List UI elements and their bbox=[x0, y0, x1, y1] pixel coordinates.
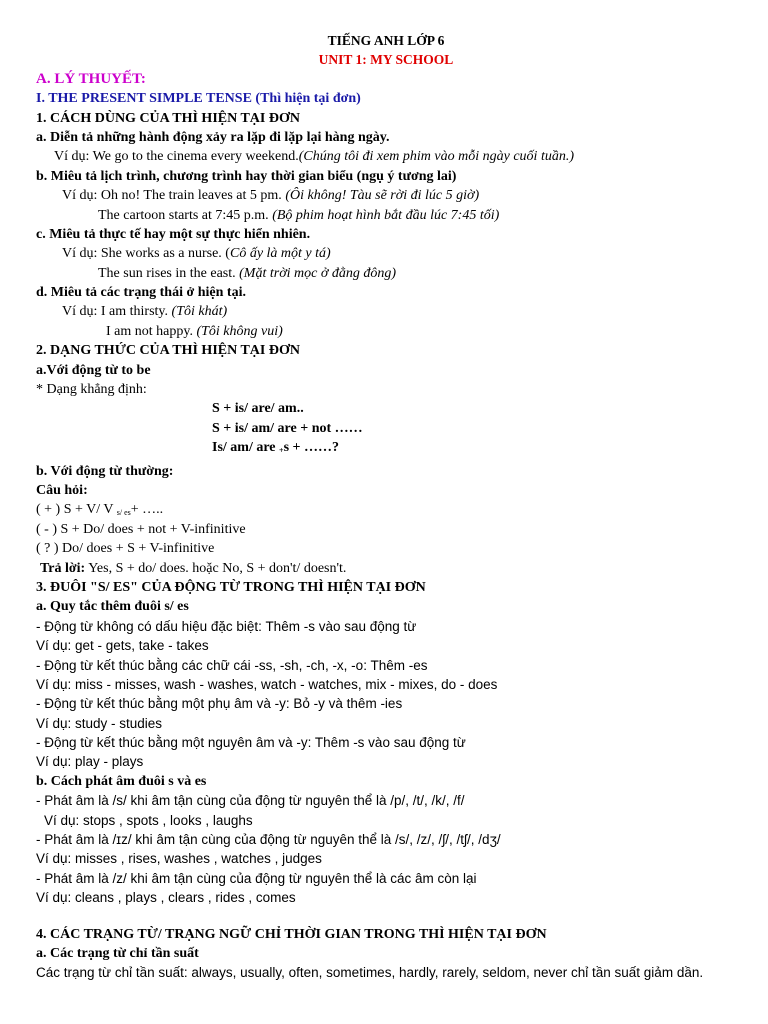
pronunciation-rule: - Phát âm là /s/ khi âm tận cùng của động từ nguyên thể là /p/, /t/, /k/, /f/ bbox=[36, 793, 465, 809]
pronunciation-rule: - Phát âm là /ɪz/ khi âm tận cùng của động từ nguyên thể là /s/, /z/, /ʃ/, /tʃ/, /dʒ/ bbox=[36, 832, 501, 848]
part4-a-heading: a. Các trạng từ chỉ tần suất bbox=[36, 945, 199, 961]
part3-b-heading: b. Cách phát âm đuôi s và es bbox=[36, 773, 207, 789]
document-title: TIẾNG ANH LỚP 6 bbox=[327, 33, 445, 48]
rule-line: - Động từ kết thúc bằng các chữ cái -ss, -sh, -ch, -x, -o: Thêm -es bbox=[36, 657, 428, 673]
answer-text: Yes, S + do/ does. hoặc No, S + don't/ doesn't. bbox=[85, 560, 347, 576]
section-i-heading: I. THE PRESENT SIMPLE TENSE (Thì hiện tại đơn) bbox=[36, 91, 361, 107]
answer-label: Trả lời: bbox=[40, 560, 86, 576]
unit-title: UNIT 1: MY SCHOOL bbox=[318, 52, 454, 68]
example-translation: (Mặt trời mọc ở đằng đông) bbox=[239, 265, 397, 281]
spacer bbox=[36, 908, 768, 925]
example-text: Ví dụ: I am thirsty. bbox=[62, 304, 172, 320]
formula-part: Is/ am/ are bbox=[212, 440, 280, 456]
frequency-adverbs-text: Các trạng từ chỉ tần suất: always, usually, often, sometimes, hardly, rarely, seldom, never chỉ tần suất giảm dần. bbox=[36, 965, 704, 981]
pronunciation-example: Ví dụ: misses , rises, washes , watches , judges bbox=[36, 851, 322, 867]
example-translation: (Tôi không vui) bbox=[196, 323, 283, 339]
part1-d-example-1 bbox=[36, 302, 768, 321]
section-a-heading: A. LÝ THUYẾT: bbox=[36, 70, 146, 87]
part1-c-example-1 bbox=[36, 244, 768, 263]
pronunciation-example: Ví dụ: stops , spots , looks , laughs bbox=[44, 812, 253, 828]
formula-affirmative: S + is/ are/ am.. bbox=[212, 401, 304, 417]
example-text: The cartoon starts at 7:45 p.m. bbox=[98, 207, 273, 223]
example-text: Ví dụ: She works as a nurse. ( bbox=[62, 246, 230, 262]
affirmative-label: * Dạng khẳng định: bbox=[36, 382, 147, 398]
rule-question: ( ? ) Do/ does + S + V-infinitive bbox=[36, 541, 215, 557]
example-line: Ví dụ: play - plays bbox=[36, 754, 144, 770]
part2-a-heading: a.Với động từ to be bbox=[36, 362, 151, 378]
formula-part: s + ……? bbox=[283, 440, 340, 456]
part1-b-heading: b. Miêu tả lịch trình, chương trình hay thời gian biểu (ngụ ý tương lai) bbox=[36, 168, 457, 184]
part2-heading: 2. DẠNG THỨC CỦA THÌ HIỆN TẠI ĐƠN bbox=[36, 343, 300, 359]
part1-d-example-2 bbox=[36, 322, 768, 341]
example-translation: (Bộ phim hoạt hình bắt đầu lúc 7:45 tối) bbox=[272, 207, 500, 223]
part1-c-heading: c. Miêu tả thực tế hay một sự thực hiển nhiên. bbox=[36, 226, 311, 242]
part3-a-heading: a. Quy tắc thêm đuôi s/ es bbox=[36, 599, 189, 615]
example-text: Ví dụ: We go to the cinema every weekend. bbox=[54, 149, 299, 165]
example-line: Ví dụ: study - studies bbox=[36, 715, 163, 731]
example-text: Ví dụ: Oh no! The train leaves at 5 pm. bbox=[62, 188, 286, 204]
formula-subscript: + bbox=[279, 446, 284, 456]
rule-text: + ….. bbox=[130, 502, 164, 518]
example-line: Ví dụ: miss - misses, wash - washes, watch - watches, mix - mixes, do - does bbox=[36, 676, 498, 692]
rule-affirmative bbox=[36, 500, 768, 519]
part1-d-heading: d. Miêu tả các trạng thái ở hiện tại. bbox=[36, 285, 246, 301]
rule-line: - Động từ kết thúc bằng một nguyên âm và -y: Thêm -s vào sau động từ bbox=[36, 735, 466, 751]
rule-line: - Động từ không có dấu hiệu đặc biệt: Thêm -s vào sau động từ bbox=[36, 618, 417, 634]
rule-subscript: s/ es bbox=[116, 508, 131, 518]
rule-text: ( + ) S + V/ V bbox=[36, 502, 117, 518]
example-translation: (Ôi không! Tàu sẽ rời đi lúc 5 giờ) bbox=[285, 188, 480, 204]
example-text: I am not happy. bbox=[106, 323, 197, 339]
rule-negative: ( - ) S + Do/ does + not + V-infinitive bbox=[36, 521, 246, 537]
example-text: The sun rises in the east. bbox=[98, 265, 240, 281]
rule-line: - Động từ kết thúc bằng một phụ âm và -y: Bỏ -y và thêm -ies bbox=[36, 696, 403, 712]
formula-question bbox=[36, 438, 768, 457]
part1-a-heading: a. Diễn tả những hành động xảy ra lặp đi lặp lại hàng ngày. bbox=[36, 129, 390, 145]
part1-a-example bbox=[36, 147, 768, 166]
part1-heading: 1. CÁCH DÙNG CỦA THÌ HIỆN TẠI ĐƠN bbox=[36, 110, 300, 126]
pronunciation-example: Ví dụ: cleans , plays , clears , rides , comes bbox=[36, 890, 296, 906]
part1-c-example-2 bbox=[36, 264, 768, 283]
part3-heading: 3. ĐUÔI "S/ ES" CỦA ĐỘNG TỪ TRONG THÌ HIỆN TẠI ĐƠN bbox=[36, 579, 426, 595]
example-translation: (Chúng tôi đi xem phim vào mỗi ngày cuối tuần.) bbox=[298, 149, 574, 165]
example-line: Ví dụ: get - gets, take - takes bbox=[36, 638, 209, 654]
example-translation: (Tôi khát) bbox=[171, 304, 228, 320]
example-translation: Cô ấy là một y tá) bbox=[229, 246, 331, 262]
part4-heading: 4. CÁC TRẠNG TỪ/ TRẠNG NGỮ CHỈ THỜI GIAN TRONG THÌ HIỆN TẠI ĐƠN bbox=[36, 926, 547, 942]
formula-negative: S + is/ am/ are + not …… bbox=[212, 420, 363, 436]
part1-b-example-2 bbox=[36, 206, 768, 225]
pronunciation-rule: - Phát âm là /z/ khi âm tận cùng của động từ nguyên thể là các âm còn lại bbox=[36, 870, 477, 886]
question-label: Câu hỏi: bbox=[36, 482, 88, 498]
part2-b-heading: b. Với động từ thường: bbox=[36, 463, 174, 479]
part1-b-example-1 bbox=[36, 186, 768, 205]
answer-line bbox=[36, 559, 768, 578]
